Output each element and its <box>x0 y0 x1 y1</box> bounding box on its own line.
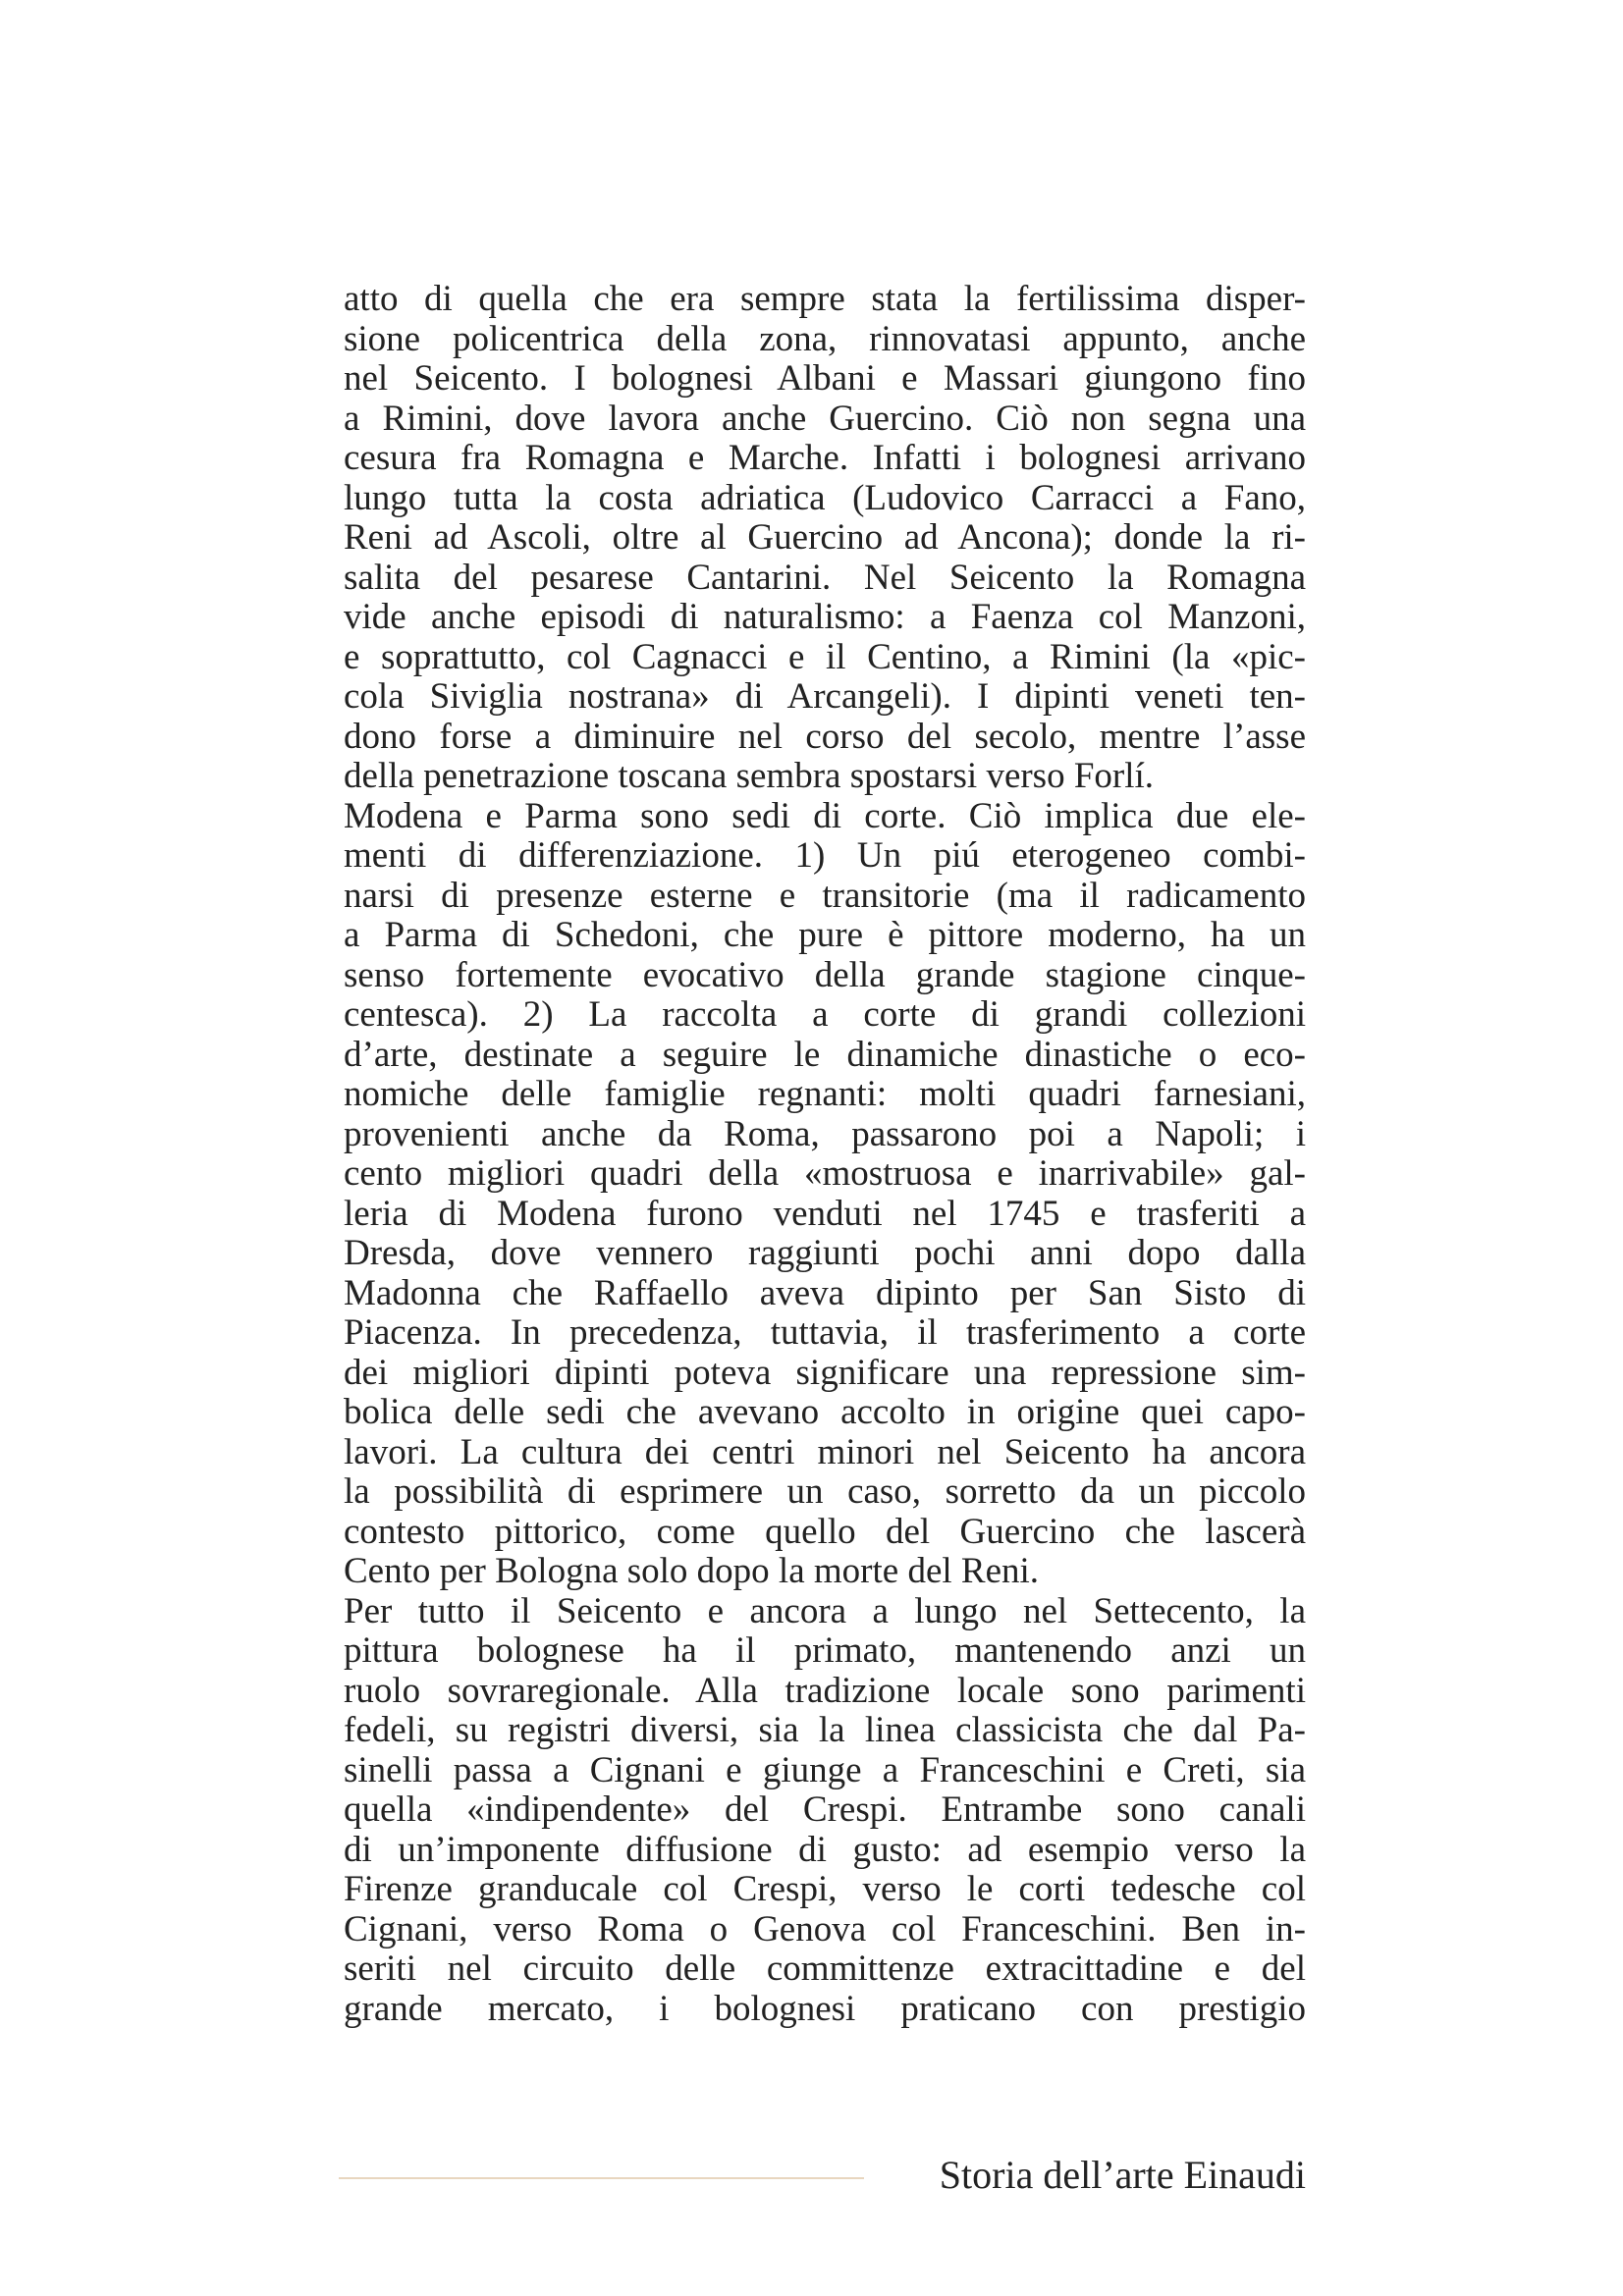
footer-title: Storia dell’arte Einaudi <box>939 2153 1306 2197</box>
text-line: della penetrazione toscana sembra spostarsi verso Forlí. <box>344 756 1155 796</box>
text-line: grande mercato, i bolognesi praticano con prestigio <box>344 1988 1306 2029</box>
text-line: sione policentrica della zona, rinnovatasi appunto, anche <box>344 318 1306 359</box>
text-line: nomiche delle famiglie regnanti: molti quadri farnesiani, <box>344 1074 1306 1114</box>
text-line: sinelli passa a Cignani e giunge a Franceschini e Creti, sia <box>344 1749 1306 1790</box>
text-line: di un’imponente diffusione di gusto: ad esempio verso la <box>344 1829 1306 1870</box>
text-line: menti di differenziazione. 1) Un piú eterogeneo combi- <box>344 835 1306 876</box>
text-line: pittura bolognese ha il primato, mantenendo anzi un <box>344 1630 1306 1671</box>
text-line: seriti nel circuito delle committenze extracittadine e del <box>344 1949 1306 1989</box>
text-line: Per tutto il Seicento e ancora a lungo nel Settecento, la <box>344 1590 1306 1631</box>
text-line: Dresda, dove vennero raggiunti pochi anni dopo dalla <box>344 1233 1306 1273</box>
text-line: bolica delle sedi che avevano accolto in origine quei capo- <box>344 1392 1306 1432</box>
text-line: Firenze granducale col Crespi, verso le corti tedesche col <box>344 1869 1306 1909</box>
text-line: quella «indipendente» del Crespi. Entrambe sono canali <box>344 1789 1306 1830</box>
text-line: Madonna che Raffaello aveva dipinto per San Sisto di <box>344 1272 1306 1313</box>
text-line: atto di quella che era sempre stata la fertilissima disper- <box>344 279 1306 319</box>
text-line: contesto pittorico, come quello del Guercino che lascerà <box>344 1511 1306 1552</box>
text-line: nel Seicento. I bolognesi Albani e Massari giungono fino <box>344 358 1306 399</box>
text-line: lungo tutta la costa adriatica (Ludovico Carracci a Fano, <box>344 477 1306 518</box>
text-line: Cento per Bologna solo dopo la morte del Reni. <box>344 1551 1040 1591</box>
text-line: cesura fra Romagna e Marche. Infatti i bolognesi arrivano <box>344 438 1306 478</box>
text-line: Cignani, verso Roma o Genova col Franceschini. Ben in- <box>344 1908 1306 1949</box>
text-line: narsi di presenze esterne e transitorie (ma il radicamento <box>344 875 1306 916</box>
text-line: e soprattutto, col Cagnacci e il Centino, a Rimini (la «pic- <box>344 636 1306 677</box>
text-line: salita del pesarese Cantarini. Nel Seicento la Romagna <box>344 557 1306 598</box>
text-line: cola Siviglia nostrana» di Arcangeli). I dipinti veneti ten- <box>344 676 1306 717</box>
text-line: la possibilità di esprimere un caso, sorretto da un piccolo <box>344 1471 1306 1512</box>
text-line: ruolo sovraregionale. Alla tradizione locale sono parimenti <box>344 1670 1306 1711</box>
text-line: Modena e Parma sono sedi di corte. Ciò implica due ele- <box>344 795 1306 836</box>
text-line: a Parma di Schedoni, che pure è pittore moderno, ha un <box>344 915 1306 955</box>
text-line: Piacenza. In precedenza, tuttavia, il trasferimento a corte <box>344 1312 1306 1353</box>
text-line: centesca). 2) La raccolta a corte di grandi collezioni <box>344 994 1306 1035</box>
text-line: a Rimini, dove lavora anche Guercino. Ciò non segna una <box>344 398 1306 439</box>
footer-rule <box>339 2177 864 2179</box>
text-line: dei migliori dipinti poteva significare una repressione sim- <box>344 1352 1306 1393</box>
body-text <box>344 280 1306 2029</box>
text-line: senso fortemente evocativo della grande stagione cinque- <box>344 954 1306 995</box>
text-line: Reni ad Ascoli, oltre al Guercino ad Ancona); donde la ri- <box>344 517 1306 558</box>
text-line: d’arte, destinate a seguire le dinamiche dinastiche o eco- <box>344 1034 1306 1075</box>
text-line: lavori. La cultura dei centri minori nel Seicento ha ancora <box>344 1431 1306 1472</box>
text-line: leria di Modena furono venduti nel 1745 e trasferiti a <box>344 1193 1306 1234</box>
text-line: dono forse a diminuire nel corso del secolo, mentre l’asse <box>344 716 1306 757</box>
text-line: cento migliori quadri della «mostruosa e inarrivabile» gal- <box>344 1153 1306 1194</box>
text-line: fedeli, su registri diversi, sia la linea classicista che dal Pa- <box>344 1710 1306 1750</box>
text-line: vide anche episodi di naturalismo: a Faenza col Manzoni, <box>344 597 1306 637</box>
text-line: provenienti anche da Roma, passarono poi a Napoli; i <box>344 1113 1306 1154</box>
